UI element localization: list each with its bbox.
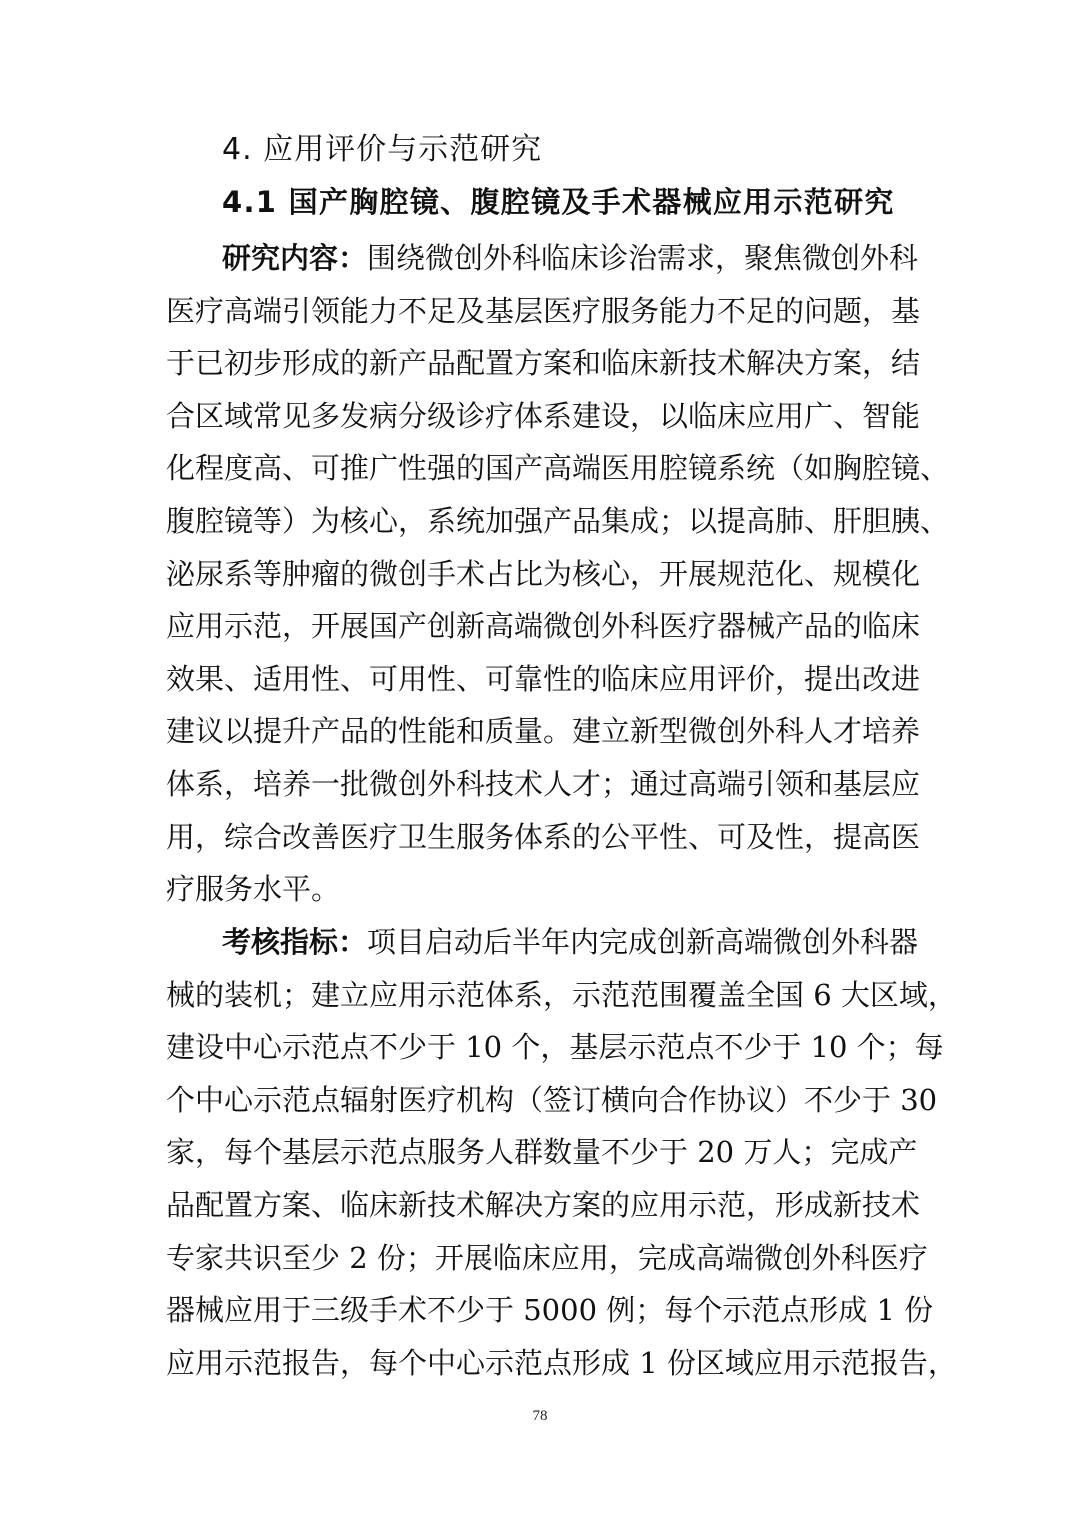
paragraph-line: 腹腔镜等）为核心，系统加强产品集成；以提高肺、肝胆胰、: [166, 503, 950, 538]
paragraph-line: 效果、适用性、可用性、可靠性的临床应用评价，提出改进: [166, 661, 921, 696]
paragraph-line-text: 围绕微创外科临床诊治需求，聚焦微创外科: [367, 241, 919, 275]
paragraph-line-text: 项目启动后半年内完成创新高端微创外科器: [367, 925, 919, 959]
paragraph-line: 化程度高、可推广性强的国产高端医用腔镜系统（如胸腔镜、: [166, 451, 950, 486]
paragraph-line: 个中心示范点辐射医疗机构（签订横向合作协议）不少于 30: [166, 1082, 938, 1117]
paragraph-line: 医疗高端引领能力不足及基层医疗服务能力不足的问题，基: [166, 293, 921, 328]
assessment-paragraph: [166, 916, 957, 1389]
paragraph-line: 于已初步形成的新产品配置方案和临床新技术解决方案，结: [166, 346, 921, 381]
research-content-label: 研究内容：: [222, 241, 368, 275]
paragraph-line: 家，每个基层示范点服务人群数量不少于 20 万人；完成产: [166, 1135, 918, 1170]
paragraph-line: 品配置方案、临床新技术解决方案的应用示范，形成新技术: [166, 1187, 921, 1222]
research-content-paragraph: [166, 232, 950, 916]
page-number: 78: [532, 1408, 548, 1424]
paragraph-line: [166, 232, 919, 285]
paragraph-line: 应用示范报告，每个中心示范点形成 1 份区域应用示范报告，: [166, 1345, 957, 1380]
paragraph-line: 建议以提升产品的性能和质量。建立新型微创外科人才培养: [166, 714, 921, 749]
subsection-title: 4.1 国产胸腔镜、腹腔镜及手术器械应用示范研究: [222, 185, 895, 219]
paragraph-line: 建设中心示范点不少于 10 个，基层示范点不少于 10 个；每: [166, 1030, 944, 1065]
paragraph-line: 疗服务水平。: [166, 872, 341, 907]
paragraph-line: 泌尿系等肿瘤的微创手术占比为核心，开展规范化、规模化: [166, 556, 921, 591]
paragraph-line: 体系，培养一批微创外科技术人才；通过高端引领和基层应: [166, 766, 921, 801]
paragraph-line: 应用示范，开展国产创新高端微创外科医疗器械产品的临床: [166, 609, 921, 644]
paragraph-line: 器械应用于三级手术不少于 5000 例；每个示范点形成 1 份: [166, 1293, 934, 1328]
section-title: 4. 应用评价与示范研究: [222, 132, 543, 167]
assessment-label: 考核指标：: [222, 925, 368, 959]
paragraph-line: 用，综合改善医疗卫生服务体系的公平性、可及性，提高医: [166, 819, 921, 854]
paragraph-line: 专家共识至少 2 份；开展临床应用，完成高端微创外科医疗: [166, 1240, 928, 1275]
paragraph-line: 合区域常见多发病分级诊疗体系建设，以临床应用广、智能: [166, 398, 921, 433]
paragraph-line: 械的装机；建立应用示范体系，示范范围覆盖全国 6 大区域，: [166, 977, 957, 1012]
paragraph-line: [166, 916, 919, 969]
